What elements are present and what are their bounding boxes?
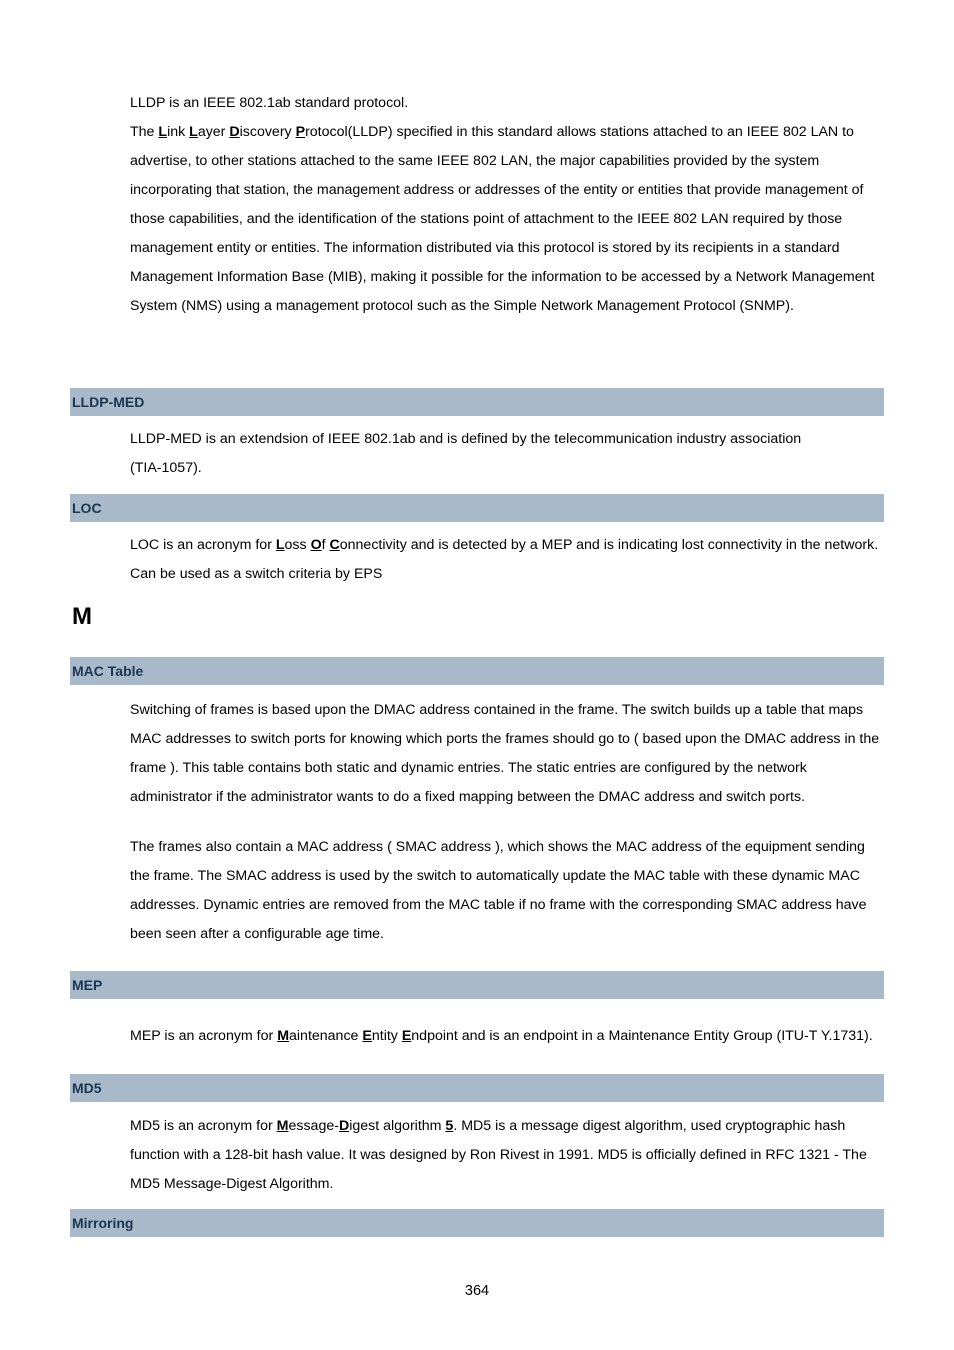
emphasis-letter: E bbox=[362, 1028, 372, 1044]
lldp-description bbox=[130, 118, 890, 321]
lldp-line1: LLDP is an IEEE 802.1ab standard protocol. bbox=[130, 95, 409, 111]
section-letter: M bbox=[72, 603, 92, 630]
heading-md5: MD5 bbox=[72, 1080, 102, 1096]
lldp-text: iscovery bbox=[239, 124, 296, 140]
loc-text: oss bbox=[284, 537, 311, 553]
emphasis-letter: L bbox=[189, 124, 198, 140]
emphasis-letter: L bbox=[158, 124, 168, 140]
md5-text: essage- bbox=[288, 1118, 339, 1134]
md5-text: . MD5 is a message digest algorithm, used cryptographic hash function with a 128-bit hash value. It was designed by Ron Rivest in 1991. MD5 is officially defined in RFC 1321 - The MD5 Message-Digest Algorithm. bbox=[130, 1118, 867, 1192]
lldp-text: The bbox=[130, 124, 159, 140]
md5-text: igest algorithm bbox=[349, 1118, 446, 1134]
emphasis-letter: D bbox=[338, 1118, 350, 1134]
emphasis-letter: L bbox=[275, 537, 285, 553]
emphasis-letter: E bbox=[401, 1028, 412, 1044]
page-number: 364 bbox=[464, 1283, 490, 1299]
heading-mirroring: Mirroring bbox=[72, 1215, 134, 1231]
heading-mac-table: MAC Table bbox=[72, 663, 144, 679]
lldp-intro bbox=[130, 89, 900, 118]
lldp-text: rotocol(LLDP) specified in this standard allows stations attached to an IEEE 802 LAN to advertise, to other stations attached to the same IEEE 802 LAN, the major capabilities provided by the system incorporating that station, the management address or addresses of the entity or entities that provide management of those capabilities, and the identification of the stations point of attachment to the IEEE 802 LAN required by those management entity or entities. The information distributed via this protocol is stored by its recipients in a standard Management Information Base (MIB), making it possible for the information to be accessed by a Network Management System (NMS) using a management protocol such as the Simple Network Management Protocol (SNMP). bbox=[130, 124, 875, 314]
heading-bar-md5 bbox=[70, 1074, 884, 1102]
mep-text: MEP is an acronym for bbox=[130, 1028, 278, 1044]
emphasis-letter: O bbox=[310, 537, 322, 553]
emphasis-letter: 5 bbox=[445, 1118, 454, 1134]
emphasis-letter: M bbox=[277, 1028, 290, 1044]
loc-description bbox=[130, 531, 900, 589]
heading-loc: LOC bbox=[72, 500, 102, 516]
lldp-text: ink bbox=[167, 124, 190, 140]
mac-table-paragraph-2: The frames also contain a MAC address ( SMAC address ), which shows the MAC address of the equipment sending the frame. The SMAC address is used by the switch to automatically update the MAC table with these dynamic MAC addresses. Dynamic entries are removed from the MAC table if no frame with the corresponding SMAC address have been seen after a configurable age time. bbox=[130, 839, 867, 942]
emphasis-letter: M bbox=[276, 1118, 289, 1134]
md5-text: MD5 is an acronym for bbox=[130, 1118, 277, 1134]
lldp-med-text: LLDP-MED is an extendsion of IEEE 802.1ab and is defined by the telecommunication industry association (TIA-1057). bbox=[130, 431, 802, 476]
heading-bar-lldp-med bbox=[70, 388, 884, 416]
mep-description bbox=[130, 1022, 910, 1051]
emphasis-letter: D bbox=[229, 124, 240, 140]
mep-text: aintenance bbox=[289, 1028, 363, 1044]
mep-text: ndpoint and is an endpoint in a Maintenance Entity Group (ITU-T Y.1731). bbox=[411, 1028, 873, 1044]
mep-text: ntity bbox=[371, 1028, 402, 1044]
emphasis-letter: P bbox=[295, 124, 306, 140]
loc-text: LOC is an acronym for bbox=[130, 537, 276, 553]
md5-description bbox=[130, 1112, 885, 1199]
heading-bar-mep bbox=[70, 971, 884, 999]
heading-bar-mac-table bbox=[70, 657, 884, 685]
heading-bar-mirroring bbox=[70, 1209, 884, 1237]
emphasis-letter: C bbox=[329, 537, 340, 553]
heading-bar-loc bbox=[70, 494, 884, 522]
loc-text: onnectivity and is detected by a MEP and is indicating lost connectivity in the network. Can be used as a switch criteria by EPS bbox=[130, 537, 879, 582]
lldp-text: ayer bbox=[197, 124, 230, 140]
loc-text: f bbox=[321, 537, 330, 553]
lldp-med-description bbox=[130, 425, 830, 483]
heading-mep: MEP bbox=[72, 977, 103, 993]
heading-lldp-med: LLDP-MED bbox=[72, 394, 145, 410]
mac-table-paragraph-1: Switching of frames is based upon the DMAC address contained in the frame. The switch builds up a table that maps MAC addresses to switch ports for knowing which ports the frames should go to ( based upon the DMAC address in the frame ). This table contains both static and dynamic entries. The static entries are configured by the network administrator if the administrator wants to do a fixed mapping between the DMAC address and switch ports. bbox=[130, 702, 880, 805]
